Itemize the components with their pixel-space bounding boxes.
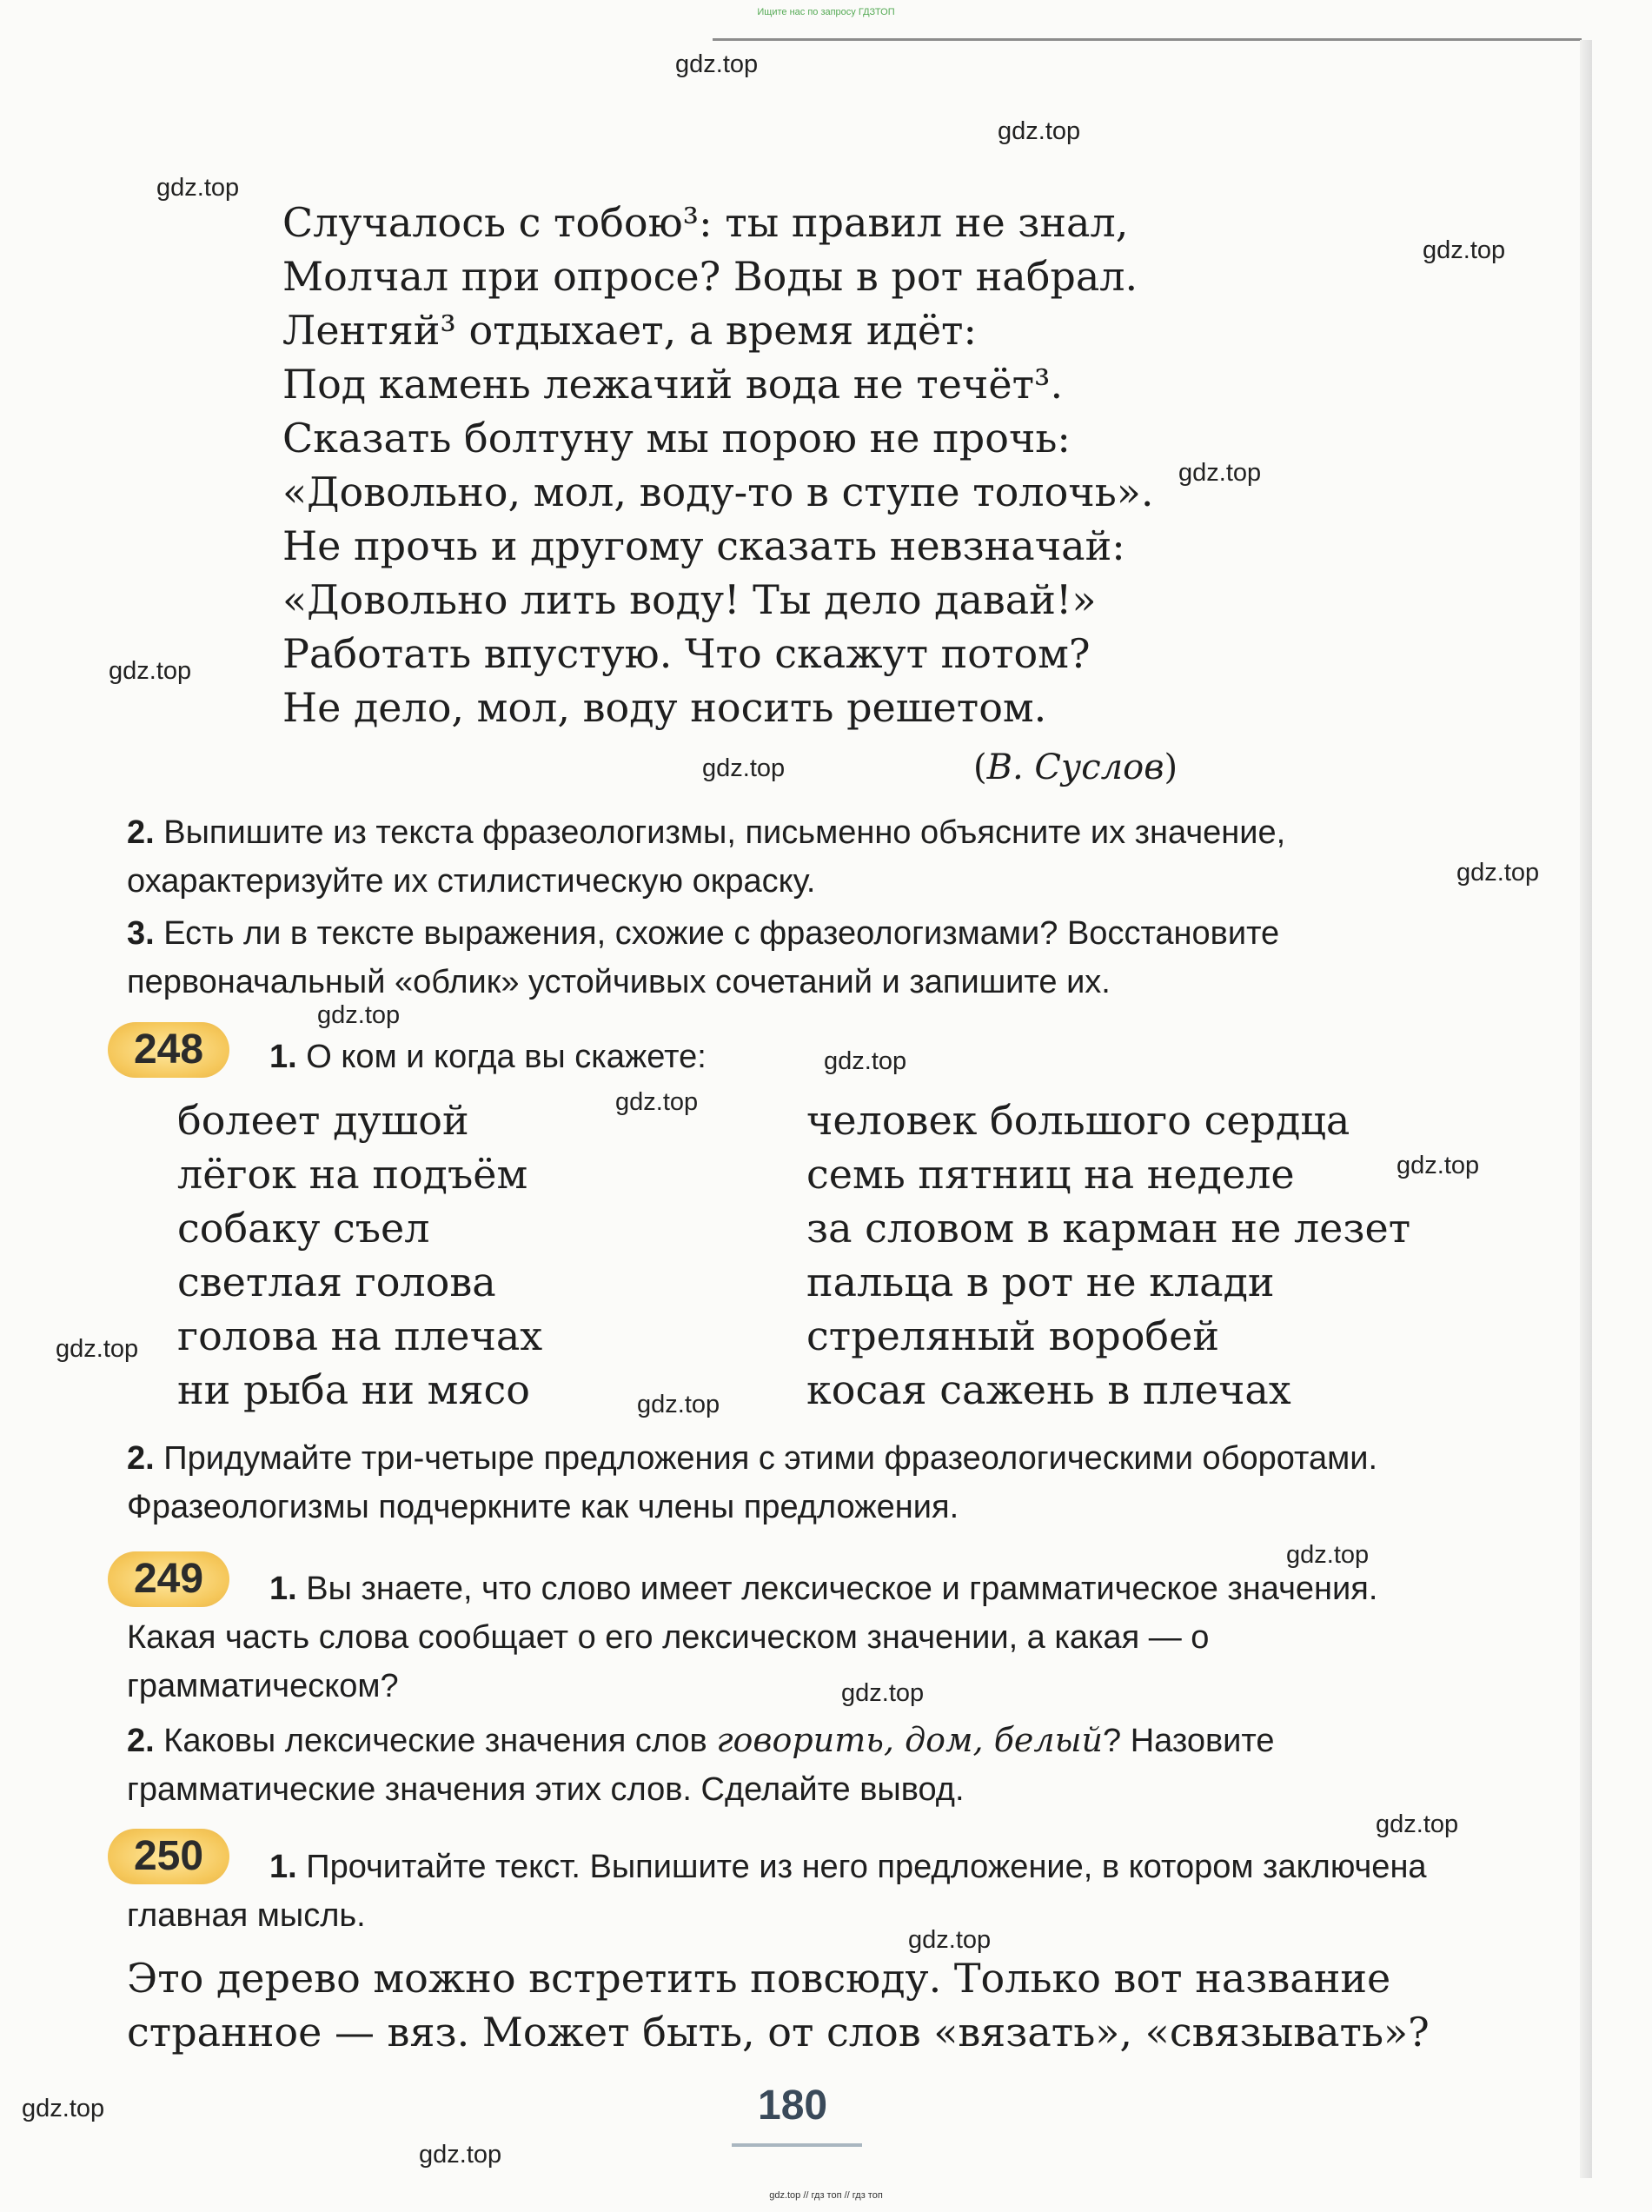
exercise-number-badge: 248 [108, 1022, 229, 1078]
footer-banner: gdz.top // гдз топ // гдз топ [769, 2190, 883, 2201]
top-rule [713, 38, 1582, 41]
phrase: ни рыба ни мясо [177, 1366, 530, 1413]
watermark: gdz.top [419, 2141, 502, 2169]
phrase: косая сажень в плечах [806, 1366, 1291, 1413]
watermark: gdz.top [637, 1391, 720, 1418]
watermark: gdz.top [824, 1047, 907, 1075]
ex249-task-1 [127, 1564, 1474, 1710]
task-247-2 [127, 808, 1474, 906]
watermark: gdz.top [1178, 459, 1262, 487]
watermark: gdz.top [156, 174, 240, 202]
watermark: gdz.top [22, 2095, 105, 2122]
ex248-task-2 [127, 1434, 1474, 1531]
page-number-rule [732, 2143, 862, 2147]
phrase: светлая голова [177, 1259, 496, 1305]
phrase: семь пятниц на неделе [806, 1151, 1295, 1198]
task-number: 2. [127, 1440, 155, 1477]
task-text: Придумайте три-четыре предложения с этими фразеологическими оборотами. Фразеологизмы подчеркните как члены предложения. [127, 1440, 1378, 1525]
phrases-right-column [806, 1093, 1410, 1417]
author-paren-close: ) [1164, 747, 1178, 787]
ex250-task-1 [127, 1843, 1474, 1940]
poem-line: Лентяй³ отдыхает, а время идёт: [282, 307, 978, 354]
poem-line: Работать впустую. Что скажут потом? [282, 630, 1091, 677]
poem-line: Сказать болтуну мы порою не прочь: [282, 415, 1071, 462]
poem-line: «Довольно лить воду! Ты дело давай!» [282, 576, 1097, 623]
poem-line: Под камень лежачий вода не течёт³. [282, 361, 1064, 408]
watermark: gdz.top [702, 754, 786, 782]
poem-line: Молчал при опросе? Воды в рот набрал. [282, 253, 1138, 300]
task-247-3 [127, 909, 1474, 1006]
ex249-task-2 [127, 1716, 1474, 1814]
watermark: gdz.top [998, 117, 1081, 145]
author-paren-open: ( [973, 747, 987, 787]
watermark: gdz.top [1376, 1810, 1459, 1838]
task-number: 1. [269, 1849, 297, 1885]
phrase: стреляный воробей [806, 1312, 1219, 1359]
poem [282, 196, 1154, 734]
italic-words: говорить, дом, белый [716, 1721, 1103, 1759]
task-text: Каковы лексические значения слов [163, 1723, 707, 1759]
phrase: за словом в карман не лезет [806, 1205, 1411, 1252]
poem-line: Не прочь и другому сказать невзначай: [282, 522, 1125, 569]
task-number: 2. [127, 814, 155, 851]
phrases-left-column [177, 1093, 542, 1417]
phrase: собаку съел [177, 1205, 430, 1252]
watermark: gdz.top [615, 1088, 699, 1116]
task-text: ? Назовите грамматические значения этих слов. Сделайте вывод. [127, 1723, 1275, 1808]
task-number: 3. [127, 915, 155, 952]
watermark: gdz.top [56, 1335, 139, 1363]
watermark: gdz.top [675, 50, 759, 78]
exercise-number-badge: 250 [108, 1829, 229, 1884]
watermark: gdz.top [841, 1679, 925, 1707]
watermark: gdz.top [1423, 236, 1506, 264]
watermark: gdz.top [1456, 859, 1540, 887]
phrase: голова на плечах [177, 1312, 543, 1359]
page-edge-shadow [1580, 40, 1592, 2178]
task-text: Есть ли в тексте выражения, схожие с фразеологизмами? Восстановите первоначальный «облик» устойчивых сочетаний и запишите их. [127, 915, 1280, 1000]
watermark: gdz.top [1397, 1152, 1480, 1179]
watermark: gdz.top [1286, 1541, 1370, 1569]
phrase: пальца в рот не клади [806, 1259, 1275, 1305]
search-banner: Ищите нас по запросу ГДЗТОП [757, 7, 895, 17]
task-number: 2. [127, 1723, 155, 1759]
watermark: gdz.top [908, 1926, 992, 1954]
author-name: В. Суслов [986, 747, 1164, 787]
phrase: лёгок на подъём [177, 1151, 528, 1198]
task-text: Вы знаете, что слово имеет лексическое и грамматическое значения. Какая часть слова сообщает о его лексическом значении, а какая — о грамматическом? [127, 1571, 1378, 1704]
exercise-number-badge: 249 [108, 1551, 229, 1607]
task-text: Выпишите из текста фразеологизмы, письменно объясните их значение, охарактеризуйте их стилистическую окраску. [127, 814, 1286, 900]
phrase: болеет душой [177, 1097, 469, 1144]
watermark: gdz.top [109, 657, 192, 685]
watermark: gdz.top [317, 1001, 401, 1029]
poem-line: Не дело, мол, воду носить решетом. [282, 684, 1047, 731]
task-text: О ком и когда вы скажете: [306, 1039, 707, 1075]
poem-line: «Довольно, мол, воду-то в ступе толочь». [282, 468, 1154, 515]
task-number: 1. [269, 1571, 297, 1607]
poem-author [973, 747, 1178, 787]
phrase: человек большого сердца [806, 1097, 1350, 1144]
page-number: 180 [758, 2082, 828, 2129]
poem-line: Случалось с тобою³: ты правил не знал, [282, 199, 1129, 246]
reading-text: Это дерево можно встретить повсюду. Только вот название странное — вяз. Может быть, от слов «вязать», «связывать»? [127, 1955, 1430, 2056]
task-text: Прочитайте текст. Выпишите из него предложение, в котором заключена главная мысль. [127, 1849, 1427, 1934]
task-number: 1. [269, 1039, 297, 1075]
